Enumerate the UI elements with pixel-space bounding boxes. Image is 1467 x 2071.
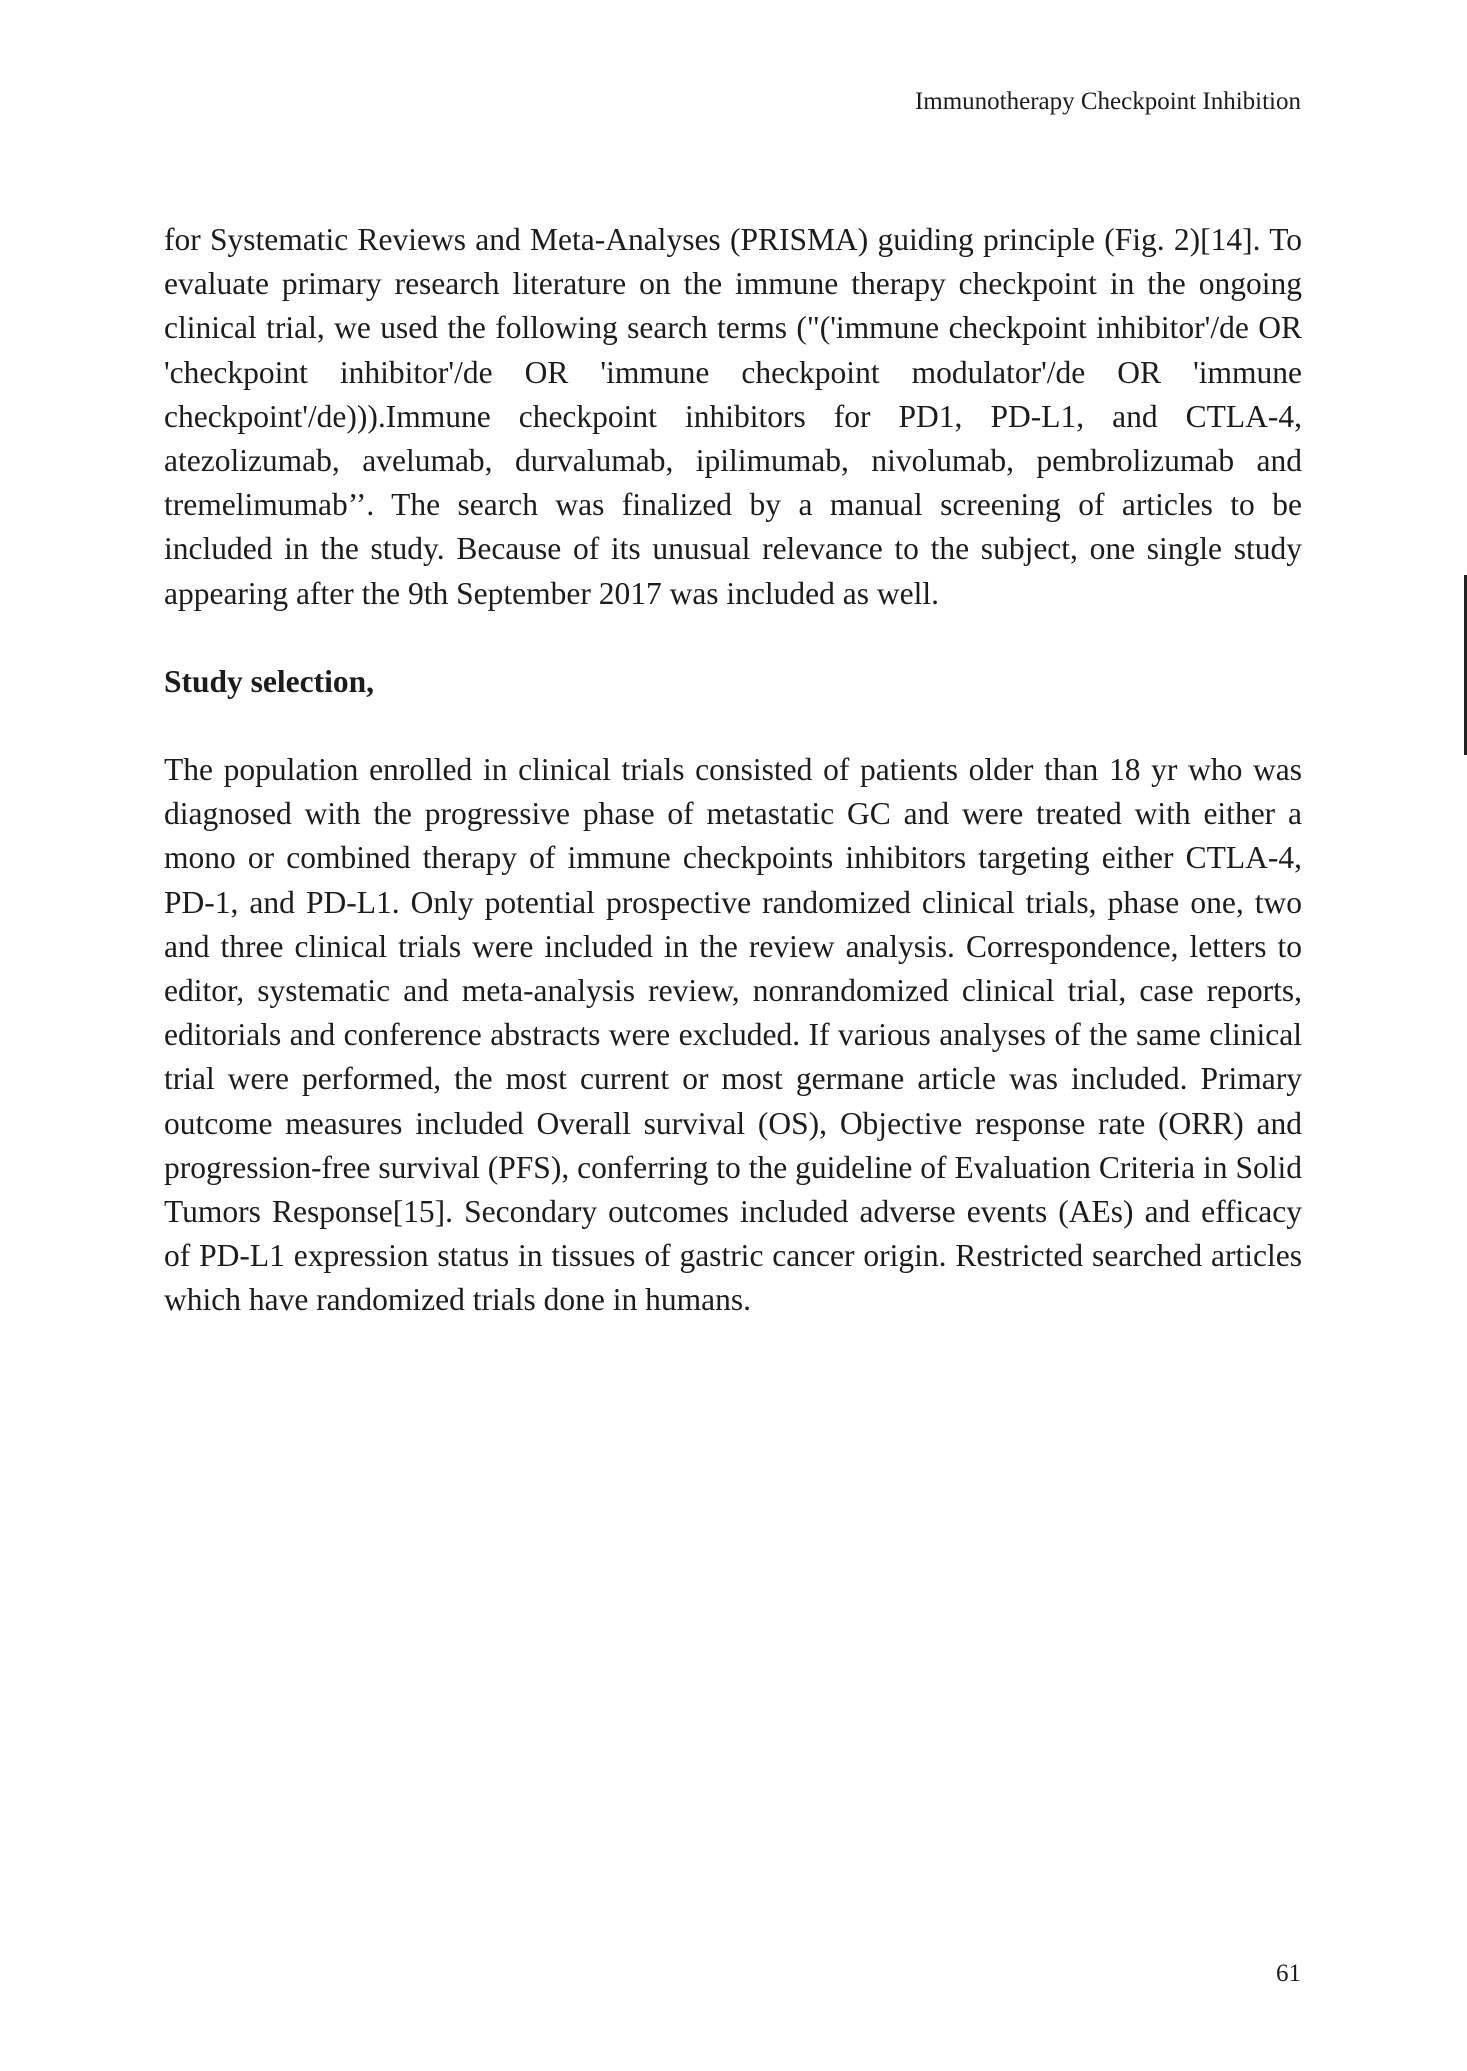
page-number: 61 xyxy=(1276,1960,1301,1987)
body-paragraph-study-selection: The population enrolled in clinical trials consisted of patients older than 18 yr who was diagnosed with the progressive phase of metastatic GC and were treated with either a mono or combined therapy of immune checkpoints inhibitors targeting either CTLA-4, PD-1, and PD-L1. Only potential prospective randomized clinical trials, phase one, two and three clinical trials were included in the review analysis. Correspondence, letters to editor, systematic and meta-analysis review, nonrandomized clinical trial, case reports, editorials and conference abstracts were excluded. If various analyses of the same clinical trial were performed, the most current or most germane article was included. Primary outcome measures included Overall survival (OS), Objective response rate (ORR) and progression-free survival (PFS), conferring to the guideline of Evaluation Criteria in Solid Tumors Response[15]. Secondary outcomes included adverse events (AEs) and efficacy of PD-L1 expression status in tissues of gastric cancer origin. Restricted searched articles which have randomized trials done in humans. xyxy=(164,752,1302,1318)
body-paragraph-search-strategy: for Systematic Reviews and Meta-Analyses (PRISMA) guiding principle (Fig. 2)[14]. To evaluate primary research literature on the immune therapy checkpoint in the ongoing clinical trial, we used the following search terms ("('immune checkpoint inhibitor'/de OR 'checkpoint inhibitor'/de OR 'immune checkpoint modulator'/de OR 'immune checkpoint'/de))).Immune checkpoint inhibitors for PD1, PD-L1, and CTLA-4, atezolizumab, avelumab, durvalumab, ipilimumab, nivolumab, pembrolizumab and tremelimumab’’. The search was finalized by a manual screening of articles to be included in the study. Because of its unusual relevance to the subject, one single study appearing after the 9th September 2017 was included as well. xyxy=(164,222,1302,611)
page-body xyxy=(164,218,1302,1323)
running-header: Immunotherapy Checkpoint Inhibition xyxy=(914,88,1301,115)
section-heading-study-selection: Study selection, xyxy=(164,663,375,699)
